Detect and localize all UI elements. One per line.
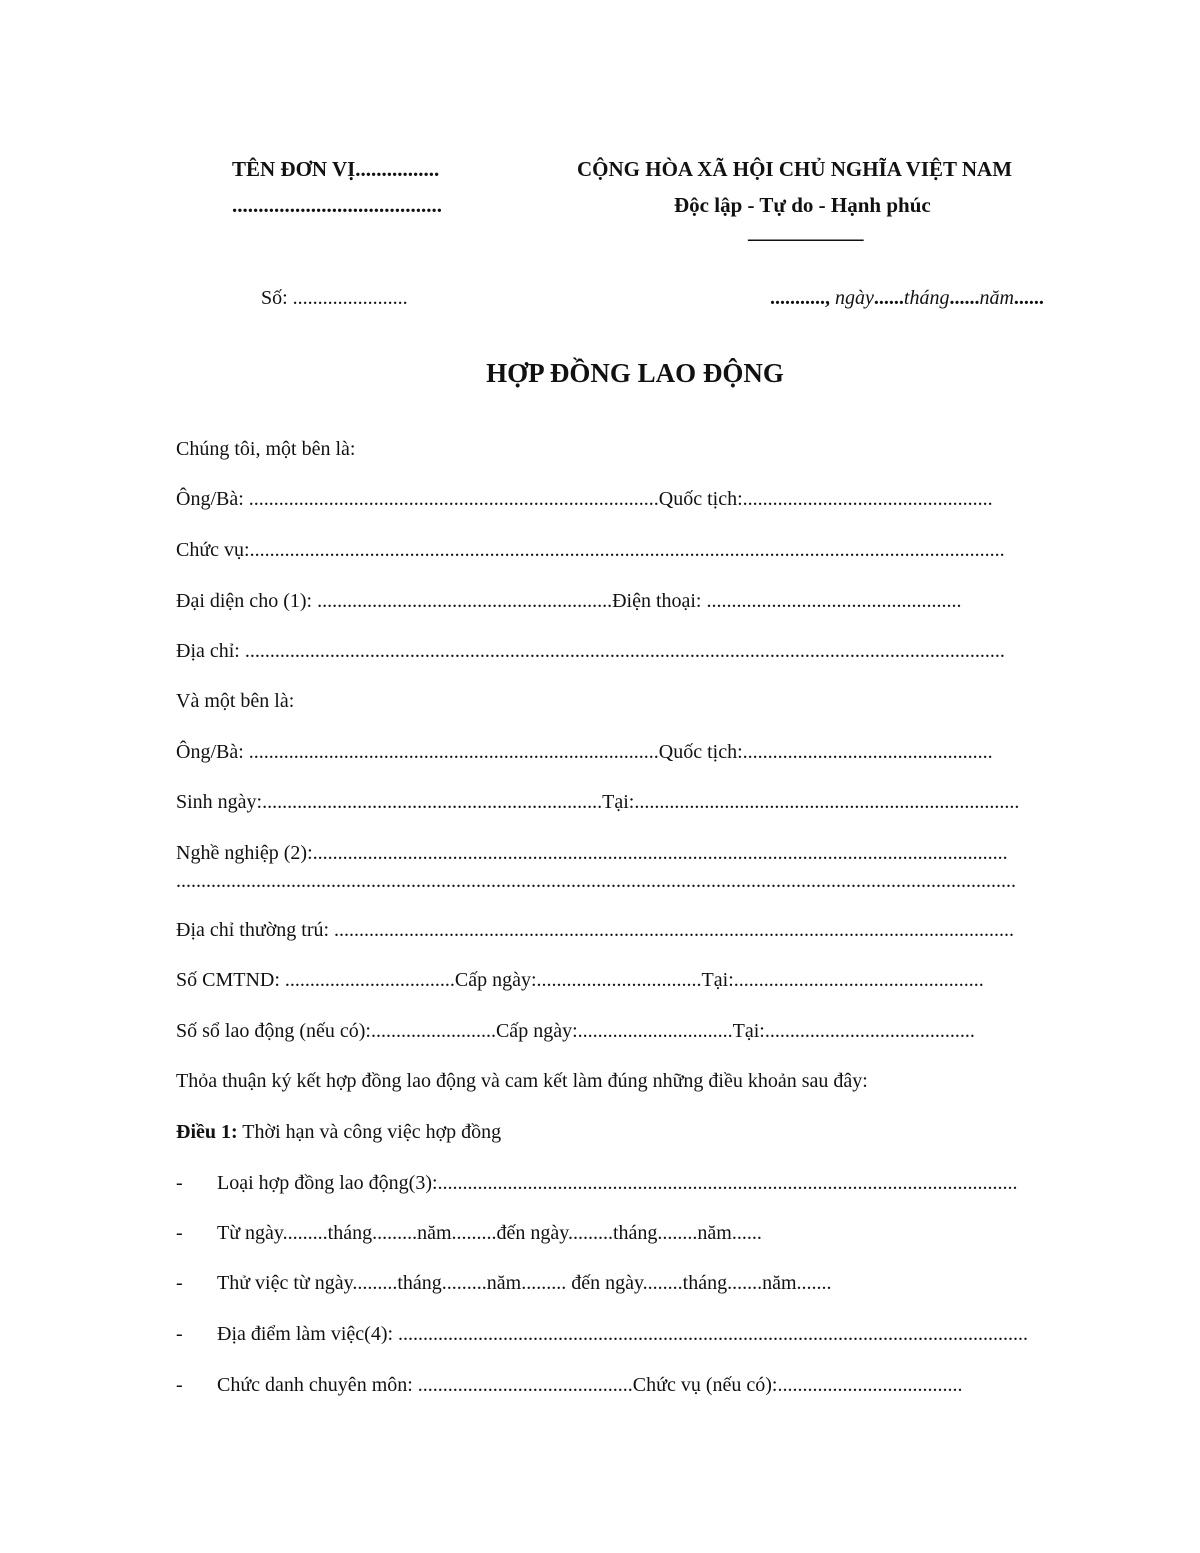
bullet: -: [176, 1222, 183, 1244]
document-date: [770, 287, 1044, 310]
contract-type-field: Loại hợp đồng lao động(3):....................................................................................................................: [217, 1172, 1018, 1194]
date-month-dots: ......: [949, 287, 980, 309]
party-b-id-field: Số CMTND: ..................................Cấp ngày:.................................Tại:..................................................: [176, 969, 984, 991]
article-1-label: Điều 1:: [176, 1121, 238, 1143]
party-a-intro: Chúng tôi, một bên là:: [176, 438, 356, 460]
date-place: ...........,: [770, 287, 830, 309]
motto: Độc lập - Tự do - Hạnh phúc: [674, 193, 931, 217]
article-1-title: Thời hạn và công việc hợp đồng: [237, 1121, 502, 1143]
party-b-residence-field: Địa chỉ thường trú: ........................................................................................................................................: [176, 919, 1015, 941]
unit-name: TÊN ĐƠN VỊ................: [232, 157, 440, 181]
work-location-field: Địa điểm làm việc(4): ..............................................................................................................................: [217, 1323, 1029, 1345]
party-b-intro: Và một bên là:: [176, 690, 295, 712]
party-b-job-continuation: ........................................................................................................................................................................: [176, 870, 1016, 892]
bullet: -: [176, 1374, 183, 1396]
contract-term-field: Từ ngày.........tháng.........năm.........đến ngày.........tháng........năm......: [217, 1222, 762, 1244]
party-b-name-field: Ông/Bà: ..................................................................................Quốc tịch:..................................................: [176, 741, 993, 763]
date-ngay: ngày: [830, 287, 874, 309]
party-b-birth-field: Sinh ngày:....................................................................Tại:.............................................................................: [176, 791, 1020, 813]
date-year-dots: ......: [1013, 287, 1044, 309]
header-divider: ___________: [748, 219, 864, 243]
agreement-statement: Thỏa thuận ký kết hợp đồng lao động và cam kết làm đúng những điều khoản sau đây:: [176, 1070, 868, 1092]
party-b-job-field: Nghề nghiệp (2):...........................................................................................................................................: [176, 842, 1008, 864]
party-a-address-field: Địa chỉ: ........................................................................................................................................................: [176, 640, 1005, 662]
document-number: Số: .......................: [261, 287, 408, 309]
probation-field: Thử việc từ ngày.........tháng.........năm......... đến ngày........tháng.......năm.......: [217, 1272, 832, 1294]
party-a-name-field: Ông/Bà: ..................................................................................Quốc tịch:..................................................: [176, 488, 993, 510]
unit-name-dots: ........................................: [232, 193, 442, 217]
article-1-heading: [176, 1117, 1092, 1147]
party-b-labor-book-field: Số sổ lao động (nếu có):.........................Cấp ngày:...............................Tại:..........................................: [176, 1020, 975, 1042]
date-day-dots: ......: [873, 287, 904, 309]
republic-title: CỘNG HÒA XÃ HỘI CHỦ NGHĨA VIỆT NAM: [577, 157, 1013, 181]
date-thang: tháng: [903, 287, 950, 309]
date-nam: năm: [979, 287, 1014, 309]
bullet: -: [176, 1323, 183, 1345]
bullet: -: [176, 1272, 183, 1294]
party-a-represent-field: Đại diện cho (1): ...........................................................Điện thoại: ...................................................: [176, 590, 962, 612]
party-a-position-field: Chức vụ:.......................................................................................................................................................: [176, 539, 1005, 561]
bullet: -: [176, 1172, 183, 1194]
job-title-field: Chức danh chuyên môn: ...........................................Chức vụ (nếu có):.....................................: [217, 1374, 963, 1396]
document-title: HỢP ĐỒNG LAO ĐỘNG: [486, 358, 784, 388]
